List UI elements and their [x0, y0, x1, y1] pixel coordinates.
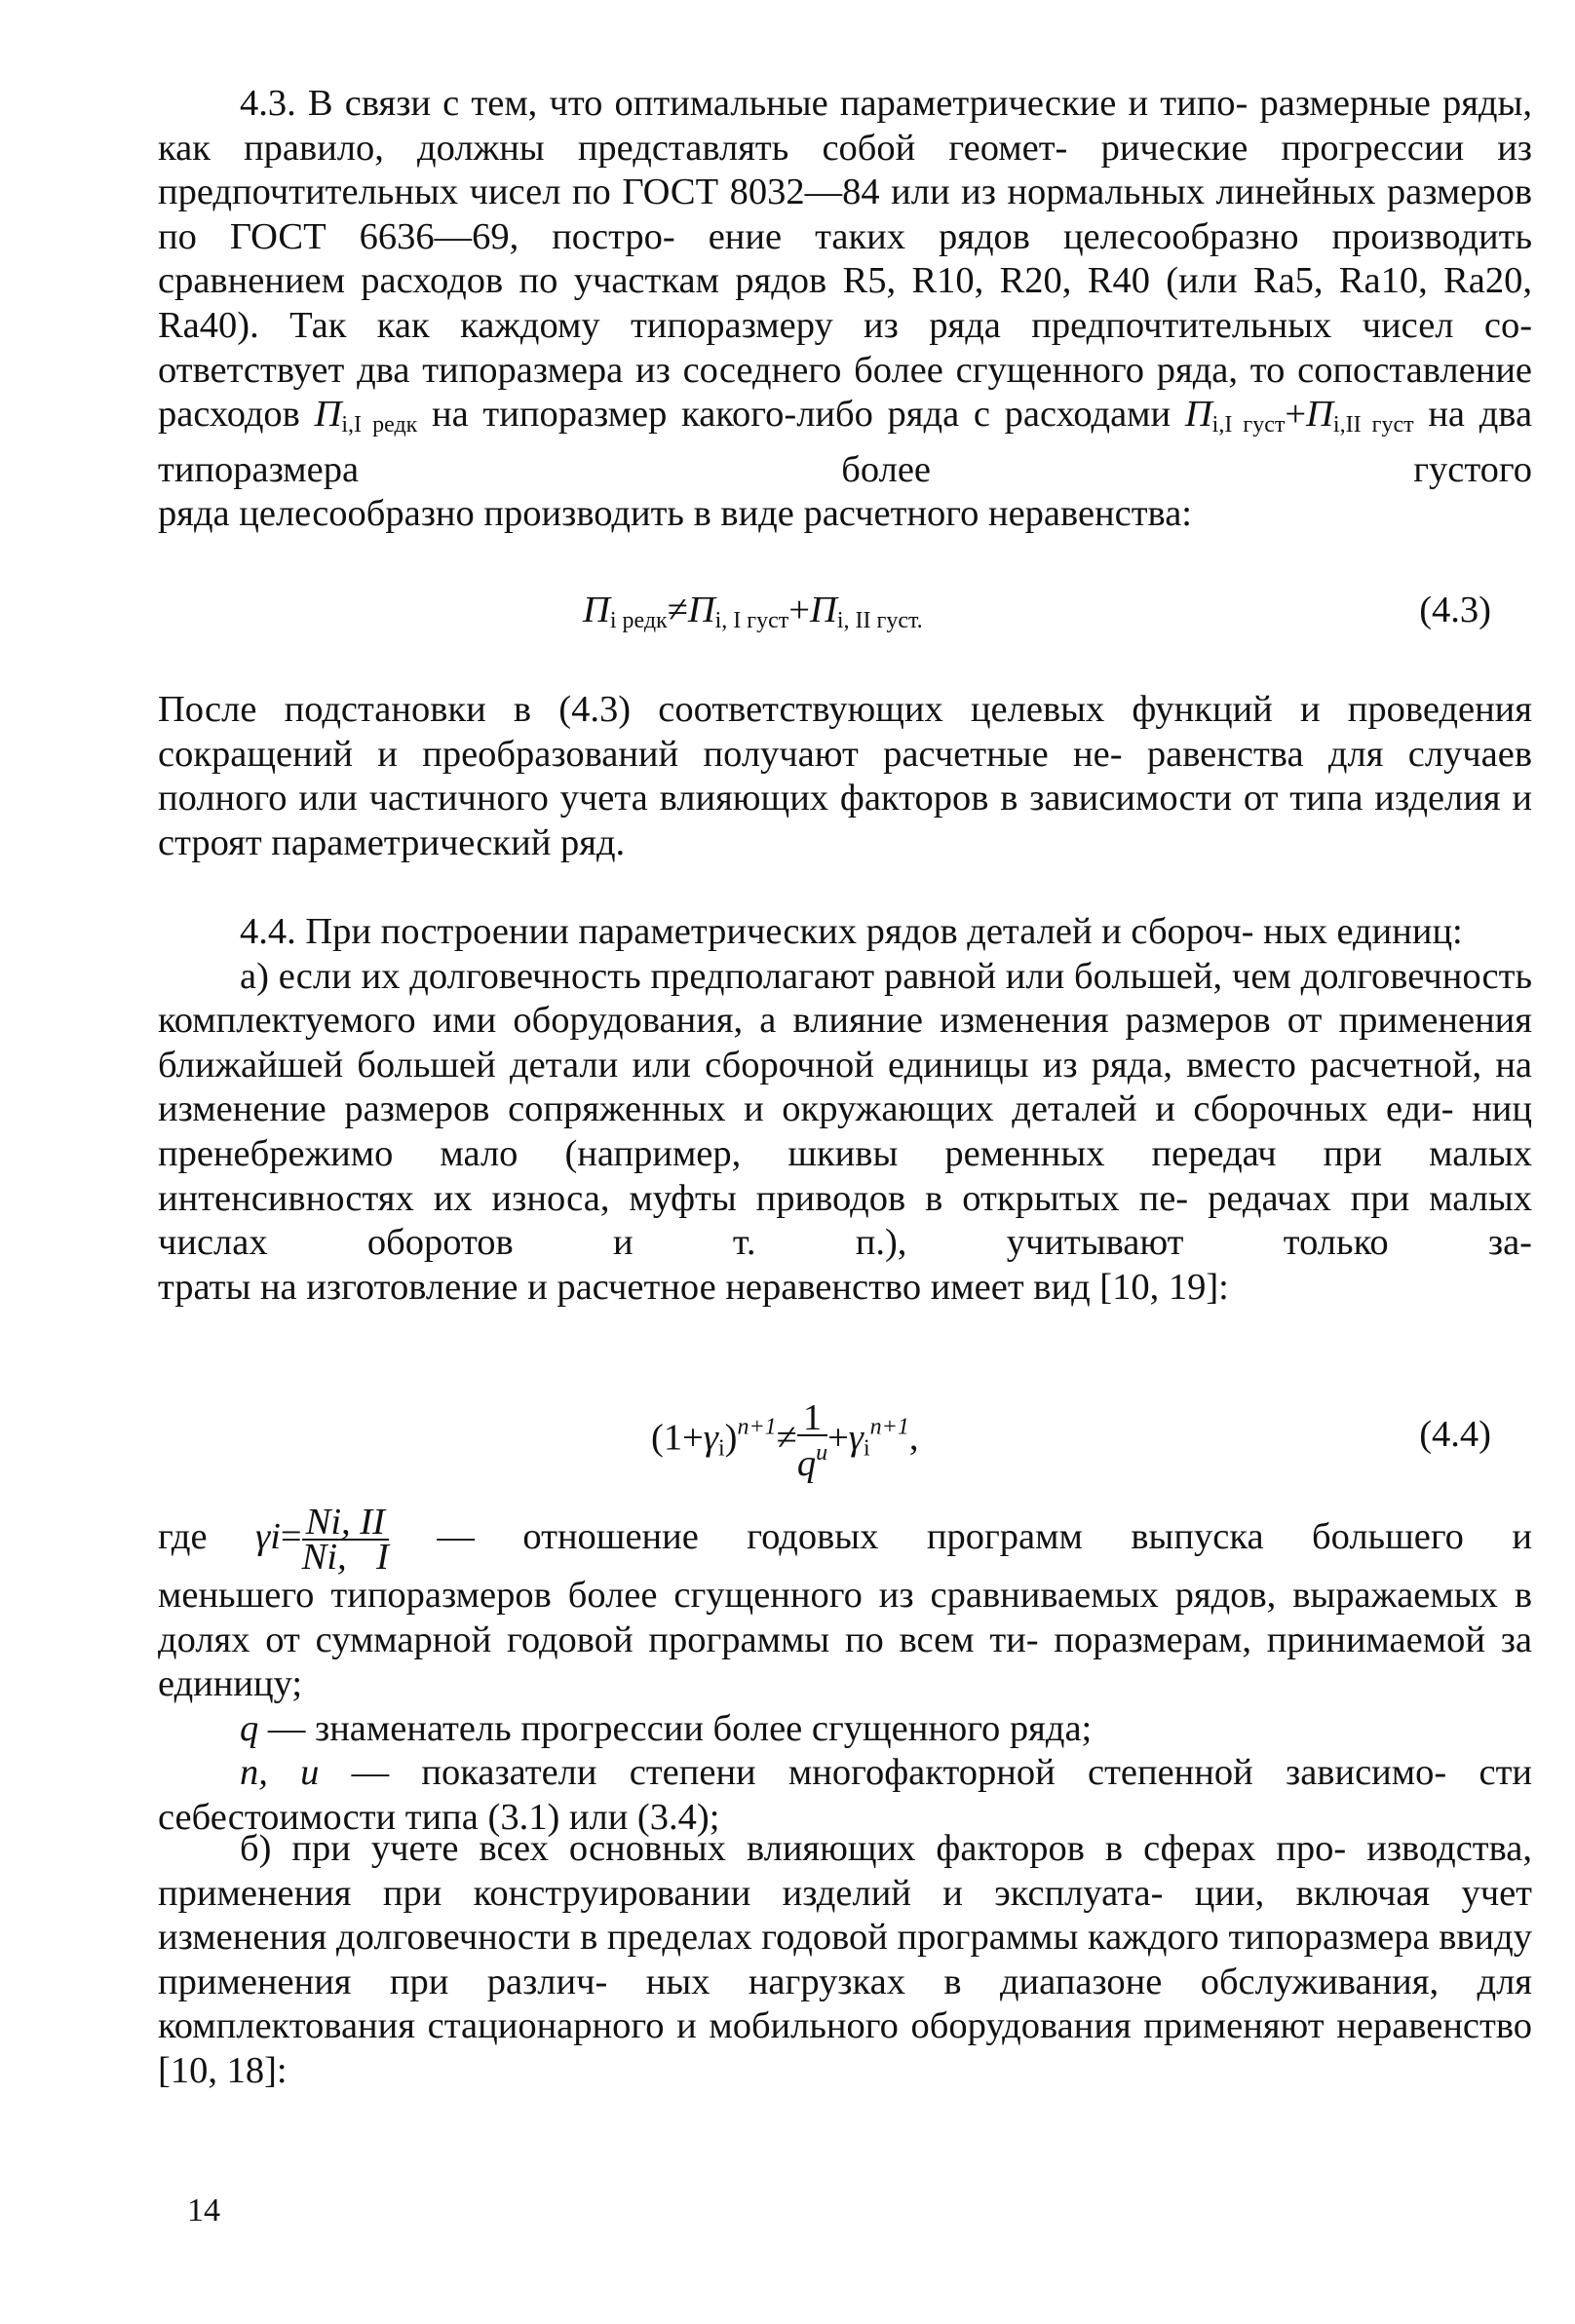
section-4-4: 4.4. При построении параметрических рядов деталей и сбороч- ных единиц: а) если их долговечность предполагают равной или большей, чем долговечность комплектуемого ими оборудования, а влияние изменения размеров от применения ближайшей большей детали или сборочной единицы из ряда, вместо расчетной, на изменение размеров сопряженных и окружающих деталей и сборочных еди- ниц пренебрежимо мало (например, шкивы ременных передач при малых интенсивностях их износа, муфты приводов в открытых пе- редачах при малых числах оборотов и т. п.), учитывают только за- траты на изготовление и расчетное неравенство имеет вид [10, 19]:: [158, 911, 1533, 1308]
cost-sparse: $П_{i,I редк}$: [314, 394, 418, 438]
para-after-substitution: После подстановки в (4.3) соответствующих целевых функций и проведения сокращений и преобразований получают расчетные не- равенства для случаев полного или частичного учета влияющих факторов в зависимости от типа изделия и строят параметрический ряд.: [158, 689, 1533, 863]
formula-4-4: $(1+\gamma_i)^{n+1}\ne$ $\frac{1}{q^u}$ $+\gamma_i^{n+1}$,: [651, 1397, 919, 1484]
equation-number-4-4: (4.4): [1419, 1414, 1491, 1455]
fraction-1-over-q-u: $\frac{1}{q^u}$: [796, 1397, 828, 1484]
page-number: 14: [187, 2192, 220, 2229]
para-4-4-b: б) при учете всех основных влияющих факторов в сферах про- изводства, применения при конструировании изделий и эксплуата- ции, включая учет изменения долговечности в пределах годовой программы каждого типоразмера ввиду применения при различ- ных нагрузках в диапазоне обслуживания, для комплектования стационарного и мобильного оборудования применяют неравенство [10, 18]:: [158, 1828, 1533, 2091]
gamma-definition: где γi= $\frac{Ni, II}{Ni, I}$ — отношение годовых программ выпуска большего и меньшего типоразмеров более сгущенного из сравниваемых рядов, выражаемых в долях от суммарной годовой программы по всем ти- поразмерам, принимаемой за единицу; q — знаменатель прогрессии более сгущенного ряда; n, u — показатели степени многофакторной степенной зависимо- сти себестоимости типа (3.1) или (3.4);: [158, 1502, 1533, 1838]
fraction-N2-over-N1: $\frac{Ni, II}{Ni, I}$: [301, 1502, 389, 1578]
para-4-3-end: ряда целесообразно производить в виде расчетного неравенства:: [158, 493, 1193, 535]
para-4-4-a: а) если их долговечность предполагают равной или большей, чем долговечность комплектуемого ими оборудования, а влияние изменения размеров от применения ближайшей большей детали или сборочной единицы из ряда, вместо расчетной, на изменение размеров сопряженных и окружающих деталей и сборочных еди- ниц пренебрежимо мало (например, шкивы ременных передач при малых интенсивностях их износа, муфты приводов в открытых пе- редачах при малых числах оборотов и т. п.), учитывают только за-: [158, 955, 1533, 1264]
equation-number-4-3: (4.3): [1419, 590, 1491, 630]
cost-dense-1: $П_{i,I густ}$: [1184, 394, 1286, 438]
para-4-3-intro: 4.3. В связи с тем, что оптимальные параметрические и типо- размерные ряды, как правило, должны представлять собой геомет- рические прогрессии из предпочтительных чисел по ГОСТ 8032—84 или из нормальных линейных размеров по ГОСТ 6636—69, постро- ение таких рядов целесообразно производить сравнением расходов по участкам рядов R5, R10, R20, R40 (или Ra5, Ra10, Ra20, Ra40). Так как каждому типоразмеру из ряда предпочтительных чисел со- ответствует два типоразмера из соседнего более сгущенного ряда, то сопоставление расходов $П_{i,I редк}$ на типоразмер какого-либо ряда с расходами $П_{i,I густ}+П_{i,II густ}$ на два типоразмера более густого: [158, 83, 1533, 490]
section-4-3: [158, 82, 1532, 537]
formula-4-3: $П_{i редк}\ne П_{i, I густ}+П_{i, II густ.}$: [583, 590, 923, 633]
para-4-4-intro: 4.4. При построении параметрических рядов деталей и сбороч- ных единиц:: [240, 911, 1463, 952]
cost-dense-2: $П_{i,II густ}$: [1306, 394, 1414, 438]
